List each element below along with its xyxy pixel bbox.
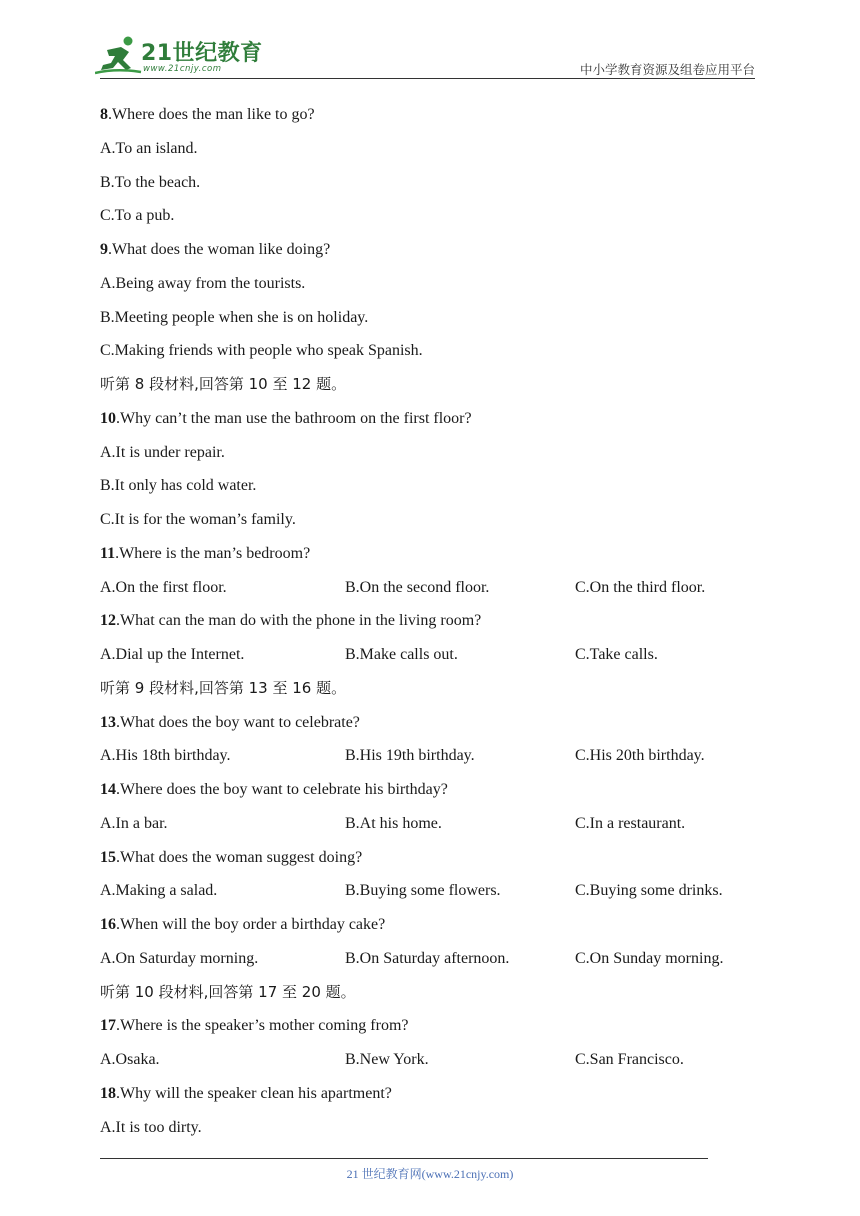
section-instruction: 听第 10 段材料,回答第 17 至 20 题。 — [100, 982, 356, 1001]
answer-option: A.Making a salad. — [100, 882, 218, 900]
answer-option: B.Make calls out. — [345, 646, 458, 663]
answer-options-row — [100, 807, 760, 841]
question-number: 16 — [100, 916, 116, 933]
logo-text: 21世纪教育 — [141, 41, 263, 66]
question-number: 13 — [100, 713, 116, 731]
answer-option: C.Making friends with people who speak Spanish. — [100, 342, 423, 360]
question-text: .Where does the boy want to celebrate his birthday? — [116, 781, 448, 798]
answer-option: C.It is for the woman’s family. — [100, 511, 296, 528]
answer-option: B.Meeting people when she is on holiday. — [100, 308, 369, 326]
answer-option: C.San Francisco. — [575, 1051, 684, 1068]
question-list — [100, 98, 760, 1144]
answer-options-row — [100, 942, 760, 976]
footer-text[interactable]: 21 世纪教育网(www.21cnjy.com) — [346, 1167, 514, 1181]
answer-option: C.To a pub. — [100, 207, 175, 225]
question-number: 8 — [100, 106, 108, 123]
section-instruction: 听第 9 段材料,回答第 13 至 16 题。 — [100, 678, 347, 697]
header-divider — [100, 78, 755, 79]
answer-options-row — [100, 638, 760, 672]
question-9 — [100, 233, 760, 267]
answer-option: B.Buying some flowers. — [345, 882, 501, 900]
question-17 — [100, 1009, 760, 1043]
answer-options-row — [100, 739, 760, 773]
answer-options-row — [100, 874, 760, 908]
question-15 — [100, 841, 760, 875]
logo-url: www.21cnjy.com — [143, 64, 222, 74]
question-text: .Why can’t the man use the bathroom on the first floor? — [116, 409, 472, 427]
answer-option: A.It is too dirty. — [100, 1118, 202, 1136]
site-logo[interactable] — [95, 34, 265, 76]
question-text: .What can the man do with the phone in the living room? — [116, 612, 482, 630]
answer-option: B.On Saturday afternoon. — [345, 949, 510, 967]
answer-option: A.In a bar. — [100, 814, 168, 832]
runner-logo-icon — [95, 34, 143, 76]
answer-option: C.Buying some drinks. — [575, 882, 723, 900]
answer-option: C.Take calls. — [575, 646, 658, 663]
answer-option: A.It is under repair. — [100, 443, 225, 461]
answer-option: C.On the third floor. — [575, 578, 706, 596]
question-text: .What does the woman suggest doing? — [116, 848, 363, 866]
question-text: .Where is the speaker’s mother coming from? — [116, 1017, 409, 1035]
answer-option: C.In a restaurant. — [575, 814, 686, 832]
question-8 — [100, 98, 760, 132]
footer-divider — [100, 1158, 708, 1159]
question-12 — [100, 604, 760, 638]
question-18 — [100, 1077, 760, 1111]
section-instruction: 听第 8 段材料,回答第 10 至 12 题。 — [100, 375, 347, 393]
question-text: .What does the boy want to celebrate? — [116, 713, 360, 731]
answer-option: B.It only has cold water. — [100, 477, 257, 495]
answer-options-row — [100, 1043, 760, 1077]
answer-option: A.Osaka. — [100, 1051, 160, 1068]
question-number: 10 — [100, 409, 116, 427]
question-10 — [100, 402, 760, 436]
page-header — [95, 30, 755, 80]
answer-option: A.On Saturday morning. — [100, 949, 259, 967]
question-11 — [100, 537, 760, 571]
question-13 — [100, 706, 760, 740]
answer-option: A.Being away from the tourists. — [100, 274, 306, 292]
answer-option: B.To the beach. — [100, 173, 201, 191]
answer-option: A.Dial up the Internet. — [100, 646, 245, 663]
question-text: .Where does the man like to go? — [108, 106, 315, 123]
question-number: 9 — [100, 241, 108, 258]
question-text: .Where is the man’s bedroom? — [115, 544, 311, 562]
answer-option: B.New York. — [345, 1051, 429, 1068]
question-number: 12 — [100, 612, 116, 630]
answer-option: A.To an island. — [100, 139, 198, 157]
question-number: 18 — [100, 1084, 116, 1102]
answer-options-row — [100, 571, 760, 605]
question-16 — [100, 908, 760, 942]
question-number: 11 — [100, 544, 116, 562]
question-number: 17 — [100, 1017, 116, 1035]
question-text: .Why will the speaker clean his apartment? — [116, 1084, 392, 1102]
question-text: .When will the boy order a birthday cake? — [116, 916, 386, 933]
answer-option: C.On Sunday morning. — [575, 949, 724, 967]
answer-option: A.On the first floor. — [100, 578, 227, 596]
answer-option: C.His 20th birthday. — [575, 747, 705, 765]
answer-option: B.On the second floor. — [345, 578, 490, 596]
question-number: 14 — [100, 781, 116, 798]
header-tagline: 中小学教育资源及组卷应用平台 — [579, 62, 755, 77]
answer-option: A.His 18th birthday. — [100, 747, 231, 765]
answer-option: B.His 19th birthday. — [345, 747, 475, 765]
question-text: .What does the woman like doing? — [108, 241, 331, 258]
answer-option: B.At his home. — [345, 814, 442, 832]
question-14 — [100, 773, 760, 807]
question-number: 15 — [100, 848, 116, 866]
